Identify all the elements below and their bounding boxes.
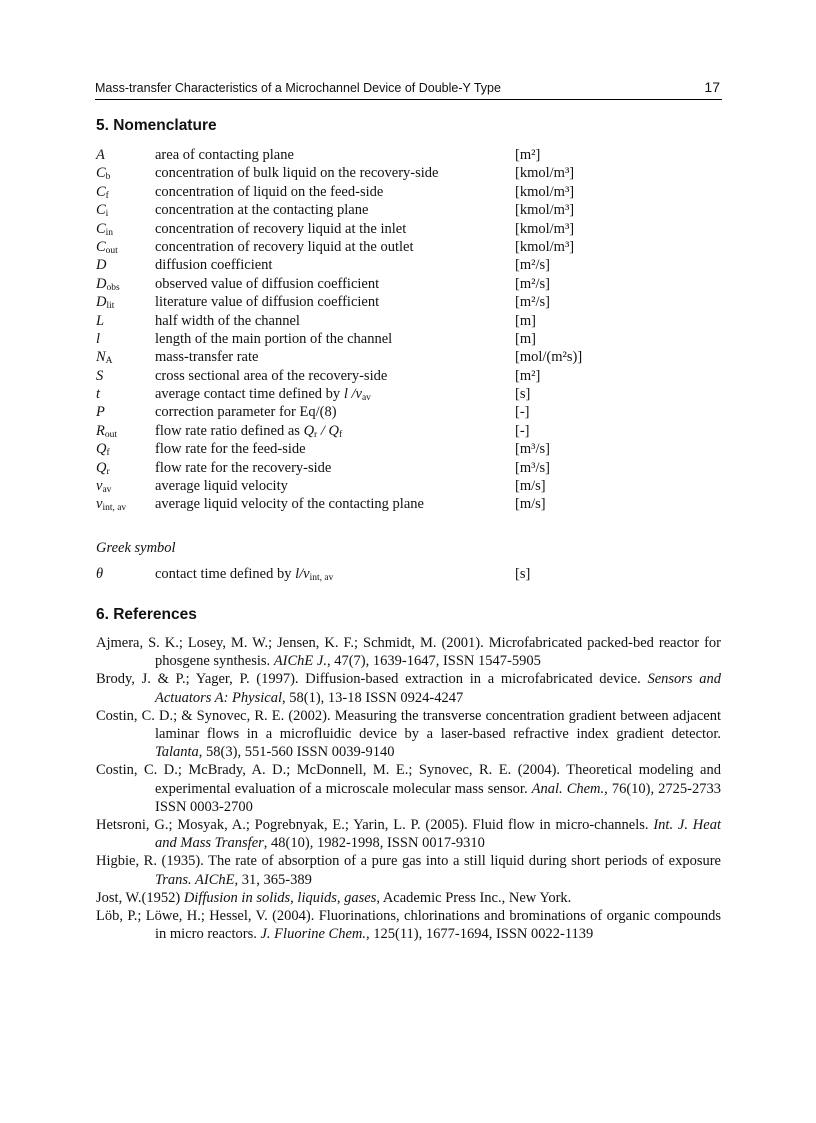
nomenclature-row: [96, 367, 726, 385]
description: concentration of bulk liquid on the recovery-side: [155, 165, 439, 182]
unit: [s]: [515, 386, 531, 403]
unit: [m]: [515, 312, 536, 329]
symbol: $Q_f$: [96, 441, 110, 459]
unit: [m]: [515, 330, 536, 347]
description: diffusion coefficient: [155, 257, 273, 274]
symbol: $Q_r$: [96, 459, 110, 477]
description: average liquid velocity: [155, 478, 288, 495]
symbol: $C_{in}$: [96, 220, 114, 238]
unit: [kmol/m³]: [515, 202, 575, 219]
description: flow rate for the feed-side: [155, 441, 306, 458]
greek-symbol-label: Greek symbol: [96, 540, 176, 556]
symbol: P: [96, 404, 105, 421]
symbol: $v_{int, av}$: [96, 496, 127, 514]
symbol: L: [96, 312, 105, 329]
greek-symbol-table: [96, 565, 726, 583]
description: flow rate for the recovery-side: [155, 459, 332, 476]
reference-list: [96, 634, 721, 943]
unit: [kmol/m³]: [515, 165, 575, 182]
symbol: l: [96, 330, 101, 347]
nomenclature-row: [96, 565, 726, 583]
nomenclature-row: [96, 440, 726, 458]
reference-item: Costin, C. D.; McBrady, A. D.; McDonnell, M. E.; Synovec, R. E. (2004). Theoretical modeling and experimental evaluation of a microscale molecular mass sensor. Anal. Chem., 76(10), 2725-2733 ISSN 0003-2700: [96, 762, 721, 815]
description: mass-transfer rate: [155, 349, 259, 366]
unit: [m³/s]: [515, 441, 550, 458]
nomenclature-row: [96, 385, 726, 403]
nomenclature-row: [96, 330, 726, 348]
nomenclature-row: [96, 164, 726, 182]
nomenclature-row: [96, 422, 726, 440]
description: concentration of recovery liquid at the outlet: [155, 238, 414, 255]
unit: [kmol/m³]: [515, 183, 575, 200]
description: length of the main portion of the channel: [155, 330, 393, 347]
nomenclature-row: [96, 275, 726, 293]
symbol: D: [96, 257, 107, 274]
nomenclature-row: [96, 256, 726, 274]
nomenclature-row: [96, 477, 726, 495]
description: cross sectional area of the recovery-side: [155, 367, 388, 384]
symbol: $D_{lit}$: [96, 294, 115, 312]
description: correction parameter for Eq/(8): [155, 404, 337, 421]
symbol: $C_{out}$: [96, 238, 118, 256]
unit: [-]: [515, 422, 530, 439]
nomenclature-row: [96, 220, 726, 238]
description: average liquid velocity of the contacting plane: [155, 496, 424, 513]
symbol: S: [96, 367, 104, 384]
nomenclature-row: [96, 495, 726, 513]
unit: [m²]: [515, 147, 541, 163]
nomenclature-row: [96, 312, 726, 330]
nomenclature-row: [96, 348, 726, 366]
symbol: $R_{out}$: [96, 422, 117, 440]
unit: [m/s]: [515, 478, 546, 495]
nomenclature-row: [96, 293, 726, 311]
reference-item: Löb, P.; Löwe, H.; Hessel, V. (2004). Fluorinations, chlorinations and brominations of organic compounds in micro reactors. J. Fluorine Chem., 125(11), 1677-1694, ISSN 0022-1139: [96, 908, 721, 943]
unit: [m²]: [515, 367, 541, 384]
symbol: t: [96, 386, 101, 403]
reference-item: Hetsroni, G.; Mosyak, A.; Pogrebnyak, E.; Yarin, L. P. (2005). Fluid flow in micro-channels. Int. J. Heat and Mass Transfer, 48(10), 1982-1998, ISSN 0017-9310: [96, 817, 721, 852]
unit: [mol/(m²s)]: [515, 349, 583, 366]
reference-item: Jost, W.(1952) Diffusion in solids, liquids, gases, Academic Press Inc., New York.: [96, 889, 572, 906]
unit: [m²/s]: [515, 294, 550, 311]
description: concentration of recovery liquid at the inlet: [155, 220, 407, 237]
nomenclature-table: [96, 146, 726, 514]
unit: [kmol/m³]: [515, 238, 575, 255]
nomenclature-row: [96, 459, 726, 477]
unit: [m²/s]: [515, 275, 550, 292]
symbol: $N_A$: [96, 349, 113, 367]
unit: [s]: [515, 566, 531, 582]
nomenclature-row: [96, 201, 726, 219]
page-number: 17: [704, 79, 720, 95]
unit: [m³/s]: [515, 459, 550, 476]
reference-item: Ajmera, S. K.; Losey, M. W.; Jensen, K. F.; Schmidt, M. (2001). Microfabricated packed-bed reactor for phosgene synthesis. AIChE J., 47(7), 1639-1647, ISSN 1547-5905: [96, 635, 721, 670]
nomenclature-row: [96, 183, 726, 201]
nomenclature-row: [96, 238, 726, 256]
references-heading: 6. References: [96, 606, 197, 623]
description: half width of the channel: [155, 312, 300, 329]
symbol: θ: [96, 566, 104, 582]
symbol: $C_b$: [96, 165, 111, 183]
description: concentration of liquid on the feed-side: [155, 183, 384, 200]
unit: [-]: [515, 404, 530, 421]
symbol: $v_{av}$: [96, 478, 112, 496]
description: literature value of diffusion coefficient: [155, 294, 380, 311]
symbol: $D_{obs}$: [96, 275, 120, 293]
symbol: A: [96, 147, 105, 163]
reference-item: Higbie, R. (1935). The rate of absorption of a pure gas into a still liquid during short periods of exposure Trans. AIChE, 31, 365-389: [96, 853, 721, 888]
reference-item: Costin, C. D.; & Synovec, R. E. (2002). Measuring the transverse concentration gradient between adjacent laminar flows in a microfluidic device by a laser-based refractive index gradient detector. Talanta, 58(3), 551-560 ISSN 0039-9140: [96, 707, 721, 761]
description: observed value of diffusion coefficient: [155, 275, 380, 292]
description: flow rate ratio defined as $Q_r / Q_f$: [155, 422, 343, 440]
unit: [m/s]: [515, 496, 546, 513]
nomenclature-heading: 5. Nomenclature: [96, 117, 217, 134]
running-header: [95, 80, 722, 100]
description: area of contacting plane: [155, 147, 294, 163]
description: concentration at the contacting plane: [155, 202, 369, 219]
reference-item: Brody, J. & P.; Yager, P. (1997). Diffusion-based extraction in a microfabricated device. Sensors and Actuators A: Physical, 58(1), 13-18 ISSN 0924-4247: [96, 671, 721, 706]
nomenclature-row: [96, 403, 726, 421]
description: contact time defined by $l/v_{int, av}$: [155, 566, 334, 583]
unit: [m²/s]: [515, 257, 550, 274]
nomenclature-row: [96, 146, 726, 164]
description: average contact time defined by l $/v_{av}$: [155, 386, 371, 404]
symbol: $C_i$: [96, 202, 109, 220]
symbol: $C_f$: [96, 183, 109, 201]
running-title: Mass-transfer Characteristics of a Microchannel Device of Double-Y Type: [95, 81, 501, 95]
unit: [kmol/m³]: [515, 220, 575, 237]
